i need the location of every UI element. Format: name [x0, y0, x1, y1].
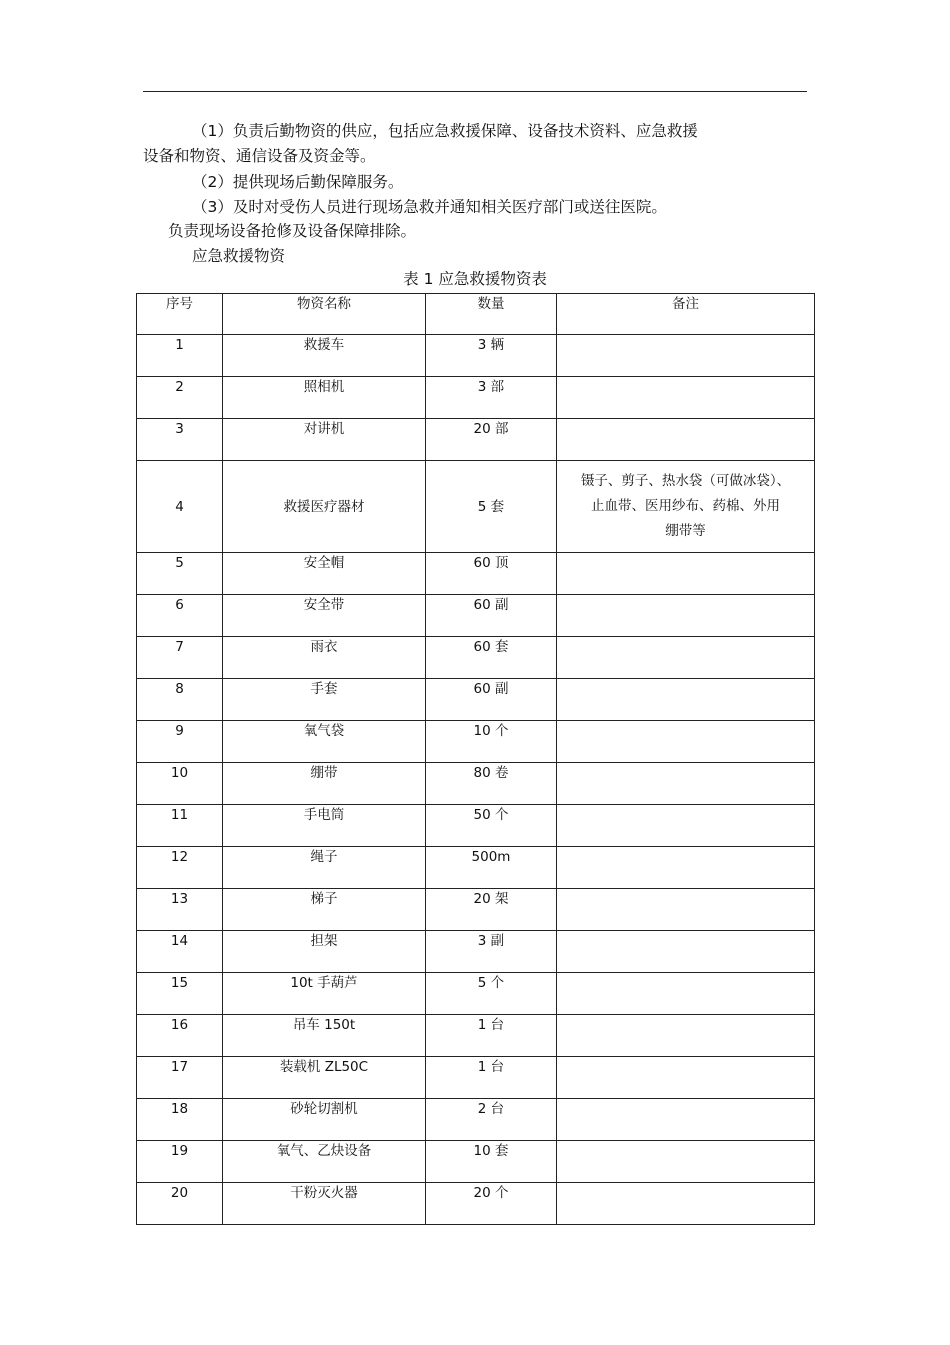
cell-note: [557, 1141, 815, 1183]
cell-index: 2: [137, 377, 223, 419]
cell-note: [557, 637, 815, 679]
cell-name: 对讲机: [223, 419, 426, 461]
cell-name: 氧气袋: [223, 721, 426, 763]
cell-name: 安全带: [223, 595, 426, 637]
table-row: [137, 679, 815, 721]
cell-quantity: 20 个: [426, 1183, 557, 1225]
table-row: [137, 1057, 815, 1099]
cell-index: 1: [137, 335, 223, 377]
table-row: [137, 805, 815, 847]
cell-quantity: 60 副: [426, 679, 557, 721]
cell-index: 15: [137, 973, 223, 1015]
cell-quantity: 2 台: [426, 1099, 557, 1141]
table-row: [137, 889, 815, 931]
cell-index: 7: [137, 637, 223, 679]
paragraph-2: （2）提供现场后勤保障服务。: [192, 173, 404, 191]
cell-index: 12: [137, 847, 223, 889]
cell-quantity: 80 卷: [426, 763, 557, 805]
cell-quantity: 60 副: [426, 595, 557, 637]
cell-name: 安全帽: [223, 553, 426, 595]
cell-index: 14: [137, 931, 223, 973]
cell-quantity: 3 辆: [426, 335, 557, 377]
table-row: [137, 419, 815, 461]
table-row: [137, 1099, 815, 1141]
table-row: [137, 763, 815, 805]
cell-index: 11: [137, 805, 223, 847]
cell-quantity: 5 个: [426, 973, 557, 1015]
note-line: 止血带、医用纱布、药棉、外用: [591, 498, 780, 514]
cell-quantity: 20 架: [426, 889, 557, 931]
cell-quantity: 60 套: [426, 637, 557, 679]
header-cell-quantity: 数量: [426, 294, 557, 335]
header-cell-note: 备注: [557, 294, 815, 335]
cell-quantity: 500m: [426, 847, 557, 889]
cell-index: 20: [137, 1183, 223, 1225]
cell-index: 13: [137, 889, 223, 931]
cell-note: [557, 1015, 815, 1057]
cell-index: 8: [137, 679, 223, 721]
cell-name: 绷带: [223, 763, 426, 805]
cell-quantity: 20 部: [426, 419, 557, 461]
paragraph-1: （1）负责后勤物资的供应，包括应急救援保障、设备技术资料、应急救援: [192, 122, 698, 140]
header-cell-index: 序号: [137, 294, 223, 335]
cell-index: 6: [137, 595, 223, 637]
cell-quantity: 3 副: [426, 931, 557, 973]
cell-note: [557, 679, 815, 721]
cell-quantity: 1 台: [426, 1057, 557, 1099]
cell-name: 照相机: [223, 377, 426, 419]
cell-name: 担架: [223, 931, 426, 973]
table-row: [137, 377, 815, 419]
cell-note: [557, 1183, 815, 1225]
paragraph-4: 负责现场设备抢修及设备保障排除。: [168, 222, 417, 240]
cell-name: 砂轮切割机: [223, 1099, 426, 1141]
cell-note: [557, 1099, 815, 1141]
materials-table: [136, 293, 815, 1225]
cell-index: 17: [137, 1057, 223, 1099]
table-row: [137, 335, 815, 377]
cell-index: 4: [137, 461, 223, 553]
paragraph-1-cont: 设备和物资、通信设备及资金等。: [143, 147, 376, 165]
note-line: 绷带等: [665, 523, 706, 539]
header-cell-name: 物资名称: [223, 294, 426, 335]
cell-name: 梯子: [223, 889, 426, 931]
table-row: [137, 1141, 815, 1183]
cell-index: 9: [137, 721, 223, 763]
cell-note: [557, 335, 815, 377]
cell-index: 10: [137, 763, 223, 805]
cell-note: [557, 805, 815, 847]
cell-note: [557, 721, 815, 763]
cell-note: [557, 419, 815, 461]
cell-note: [557, 889, 815, 931]
table-row: [137, 595, 815, 637]
cell-note: [557, 377, 815, 419]
cell-note: [557, 931, 815, 973]
cell-name: 雨衣: [223, 637, 426, 679]
section-heading: 应急救援物资: [192, 247, 286, 265]
table-row: [137, 973, 815, 1015]
note-line: 镊子、剪子、热水袋（可做冰袋）、: [580, 473, 791, 489]
cell-note: [557, 763, 815, 805]
cell-name: 手套: [223, 679, 426, 721]
table-row: [137, 637, 815, 679]
cell-index: 3: [137, 419, 223, 461]
cell-note: [557, 847, 815, 889]
cell-quantity: 10 套: [426, 1141, 557, 1183]
cell-name: 救援车: [223, 335, 426, 377]
header-rule: [143, 91, 807, 92]
cell-index: 16: [137, 1015, 223, 1057]
table-row: [137, 1015, 815, 1057]
cell-name: 装载机 ZL50C: [223, 1057, 426, 1099]
cell-note: [557, 973, 815, 1015]
cell-name: 干粉灭火器: [223, 1183, 426, 1225]
cell-quantity: 3 部: [426, 377, 557, 419]
cell-quantity: 50 个: [426, 805, 557, 847]
table-row: [137, 461, 815, 553]
cell-index: 5: [137, 553, 223, 595]
cell-quantity: 5 套: [426, 461, 557, 553]
cell-quantity: 10 个: [426, 721, 557, 763]
table-row: [137, 553, 815, 595]
cell-note: [557, 1057, 815, 1099]
table-row: [137, 847, 815, 889]
cell-name: 10t 手葫芦: [223, 973, 426, 1015]
table-row: [137, 721, 815, 763]
cell-note: [557, 595, 815, 637]
table-caption: 表 1 应急救援物资表: [403, 270, 547, 288]
cell-name: 绳子: [223, 847, 426, 889]
table-header-row: [137, 294, 815, 335]
cell-name: 救援医疗器材: [223, 461, 426, 553]
cell-quantity: 1 台: [426, 1015, 557, 1057]
cell-index: 19: [137, 1141, 223, 1183]
cell-index: 18: [137, 1099, 223, 1141]
cell-note: [557, 553, 815, 595]
table-row: [137, 931, 815, 973]
cell-name: 氧气、乙炔设备: [223, 1141, 426, 1183]
cell-quantity: 60 顶: [426, 553, 557, 595]
cell-name: 手电筒: [223, 805, 426, 847]
cell-name: 吊车 150t: [223, 1015, 426, 1057]
table-row: [137, 1183, 815, 1225]
cell-note: [557, 461, 815, 553]
paragraph-3: （3）及时对受伤人员进行现场急救并通知相关医疗部门或送往医院。: [192, 198, 667, 216]
